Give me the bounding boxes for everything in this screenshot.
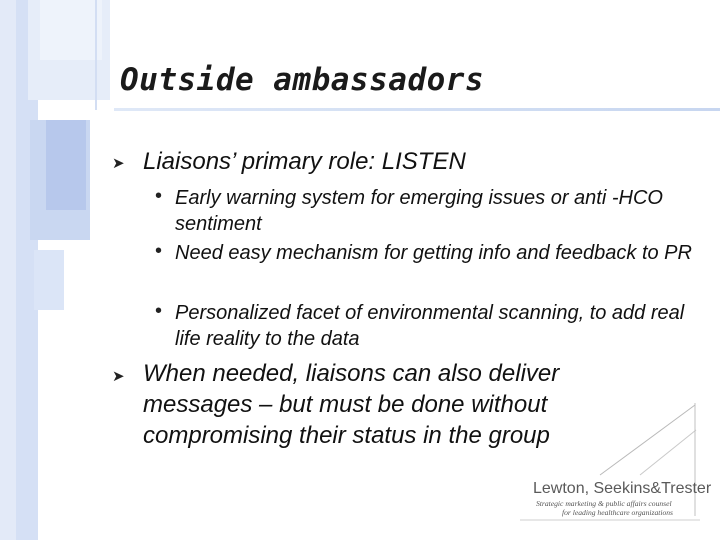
sub-bullet-dot-icon: • [155,185,163,207]
arrowhead-bullet-icon: ➤ [112,155,125,172]
tagline-line-1: Strategic marketing & public affairs counsel [536,499,672,508]
bullet-2: When needed, liaisons can also deliver messages – but must be done without compromising their status in the group [143,360,560,449]
slide-title: Outside ambassadors [120,62,485,98]
company-logo-tagline [536,499,696,517]
sub-bullet-3: Personalized facet of environmental scanning, to add real life reality to the data [175,302,685,350]
bullet-1: Liaisons’ primary role: LISTEN [143,148,466,175]
sub-bullet-dot-icon: • [155,300,163,322]
sub-bullet-1: Early warning system for emerging issues or anti -HCO sentiment [175,187,663,235]
tagline-line-2: for leading healthcare organizations [562,508,674,517]
sub-bullet-dot-icon: • [155,240,163,262]
sub-bullet-2: Need easy mechanism for getting info and feedback to PR [175,242,692,264]
arrowhead-bullet-icon: ➤ [112,368,125,385]
company-logo-name: Lewton, Seekins&Trester [533,480,712,497]
